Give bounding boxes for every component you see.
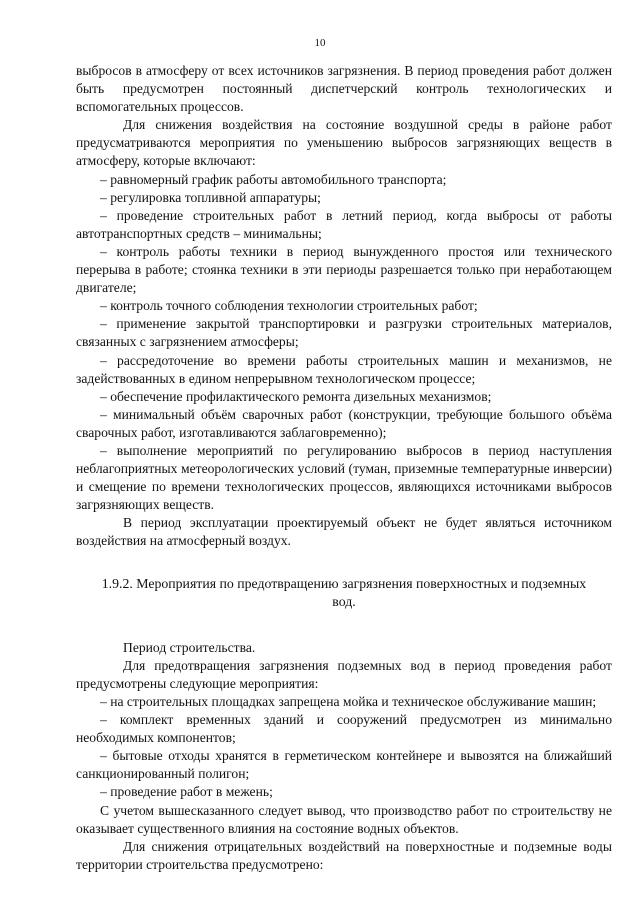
paragraph: выбросов в атмосферу от всех источников загрязнения. В период проведения работ должен быть предусмотрен постоянный диспетчерский контроль технологических и вспомогательных процессов. <box>76 63 612 115</box>
list-item: – бытовые отходы хранятся в герметическом контейнере и вывозятся на ближайший санкционированный полигон; <box>76 748 612 782</box>
list-item: – контроль работы техники в период вынужденного простоя или технического перерыва в работе; стоянка техники в эти периоды разрешается только при неработающем двигателе; <box>76 243 612 296</box>
list-item: – минимальный объём сварочных работ (конструкции, требующие большого объёма сварочных работ, изготавливаются заблаговременно); <box>76 406 612 440</box>
paragraph: Период строительства. <box>123 639 256 655</box>
list-item: – обеспечение профилактического ремонта дизельных механизмов; <box>100 388 492 404</box>
list-item: – рассредоточение во времени работы строительных машин и механизмов, не задействованных в едином непрерывном технологическом процессе; <box>76 352 612 386</box>
paragraph: Для снижения воздействия на состояние воздушной среды в районе работ предусматриваются мероприятия по уменьшению выбросов загрязняющих веществ в атмосферу, которые включают: <box>76 117 612 169</box>
list-item: – комплект временных зданий и сооружений предусмотрен из минимально необходимых компонентов; <box>76 712 612 746</box>
page-number: 10 <box>314 37 326 49</box>
section-heading: 1.9.2. Мероприятия по предотвращению загрязнения поверхностных и подземных вод. <box>101 575 587 609</box>
list-item: – проведение работ в межень; <box>100 784 273 800</box>
list-item: – применение закрытой транспортировки и разгрузки строительных материалов, связанных с загрязнением атмосферы; <box>76 316 612 350</box>
paragraph: Для предотвращения загрязнения подземных вод в период проведения работ предусмотрены следующие мероприятия: <box>76 657 612 691</box>
list-item: – регулировка топливной аппаратуры; <box>100 189 321 205</box>
list-item: – контроль точного соблюдения технологии строительных работ; <box>100 298 478 314</box>
list-item: – выполнение мероприятий по регулированию выбросов в период наступления неблагоприятных метеорологических условий (туман, приземные температурные инверсии) и смещение по времени технологических процессов, являющихся источниками выбросов загрязняющих веществ. <box>76 442 612 513</box>
list-item: – на строительных площадках запрещена мойка и техническое обслуживание машин; <box>100 694 597 709</box>
paragraph: В период эксплуатации проектируемый объект не будет являться источником воздействия на атмосферный воздух. <box>76 515 612 549</box>
document-body <box>76 62 612 874</box>
spacer <box>76 611 612 639</box>
list-item: – равномерный график работы автомобильного транспорта; <box>100 171 447 187</box>
paragraph: Для снижения отрицательных воздействий на поверхностные и подземные воды территории строительства предусмотрено: <box>76 838 612 872</box>
list-item: – проведение строительных работ в летний период, когда выбросы от работы автотранспортных средств – минимальны; <box>76 207 612 241</box>
paragraph: С учетом вышесказанного следует вывод, что производство работ по строительству не оказывает существенного влияния на состояние водных объектов. <box>76 802 612 836</box>
